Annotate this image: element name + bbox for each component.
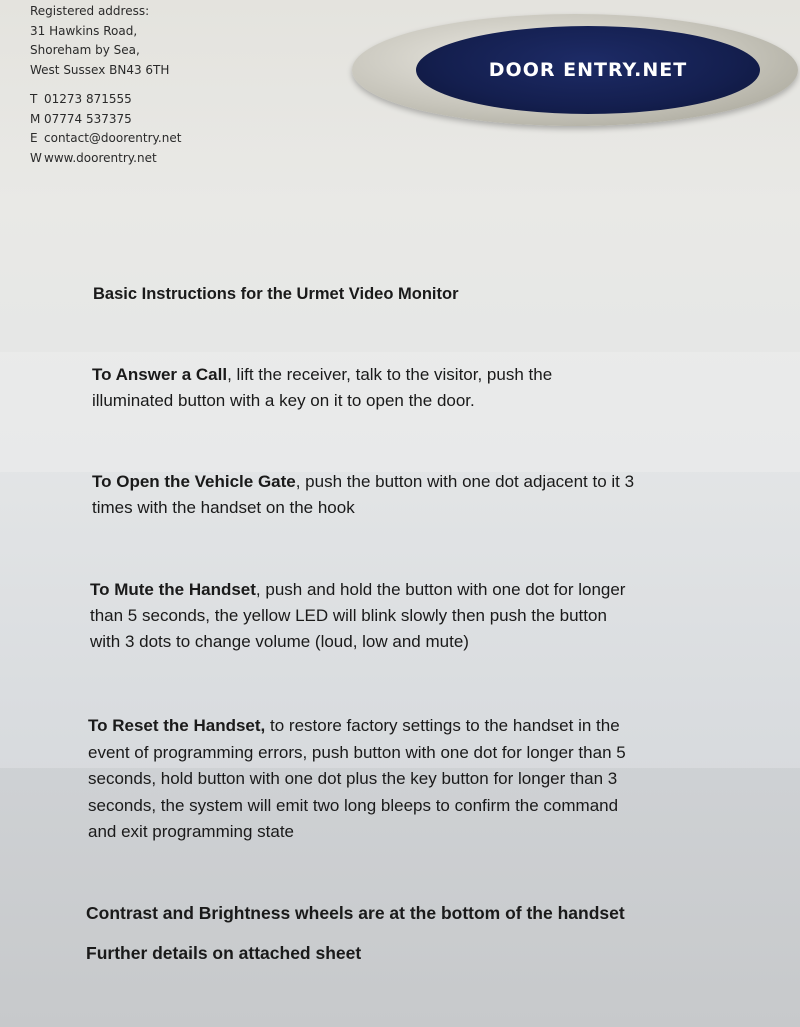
mobile-prefix: M — [30, 111, 41, 126]
instruction-line: seconds, hold button with one dot plus the key button for longer than 3 — [88, 769, 618, 788]
email-prefix: E — [30, 131, 38, 145]
instruction-line: seconds, the system will emit two long bleeps to confirm the command — [88, 795, 619, 815]
instruction-line — [88, 713, 626, 740]
website-line — [30, 149, 181, 169]
instruction-reset-handset — [88, 713, 626, 846]
address-line: West Sussex BN43 6TH — [30, 62, 170, 77]
instruction-text: , push and hold the button with one dot for longer — [255, 580, 626, 599]
phone-line — [30, 90, 181, 110]
instruction-line: event of programming errors, push button with one dot for longer than 5 — [88, 742, 626, 762]
instruction-line — [92, 362, 552, 388]
email-line — [30, 129, 181, 149]
instruction-line: and exit programming state — [88, 822, 294, 841]
instruction-text: , push the button with one dot adjacent to it 3 — [295, 472, 635, 491]
instruction-heading: To Open the Vehicle Gate — [92, 472, 296, 491]
logo-inner-oval — [416, 26, 760, 114]
instruction-heading: To Mute the Handset — [90, 580, 256, 599]
contact-details — [30, 90, 181, 168]
instruction-line: than 5 seconds, the yellow LED will blink slowly then push the button — [90, 606, 607, 625]
email-address: contact@doorentry.net — [44, 131, 182, 145]
instruction-text: to restore factory settings to the handset in the — [265, 716, 620, 735]
address-line: Registered address: — [30, 4, 150, 18]
instruction-line: with 3 dots to change volume (loud, low and mute) — [90, 632, 469, 651]
note-further-details: Further details on attached sheet — [86, 943, 362, 963]
address-line: 31 Hawkins Road, — [30, 23, 138, 38]
website-prefix: W — [30, 150, 42, 165]
mobile-line — [30, 110, 181, 130]
document-title: Basic Instructions for the Urmet Video Monitor — [93, 285, 459, 303]
instruction-line — [90, 577, 625, 603]
address-line: Shoreham by Sea, — [30, 43, 140, 57]
instruction-open-gate — [92, 469, 634, 521]
instruction-line — [92, 469, 634, 495]
instruction-text: , lift the receiver, talk to the visitor, push the — [227, 365, 553, 384]
instruction-answer-call — [92, 362, 552, 414]
phone-prefix: T — [30, 92, 38, 106]
instruction-heading: To Reset the Handset, — [88, 716, 266, 735]
mobile-number: 07774 537375 — [44, 111, 132, 126]
instruction-mute-handset — [90, 577, 625, 655]
instruction-line: illuminated button with a key on it to open the door. — [92, 391, 475, 410]
logo-text: DOOR ENTRY.NET — [488, 59, 688, 81]
phone-number: 01273 871555 — [44, 92, 132, 106]
instruction-line: times with the handset on the hook — [92, 498, 355, 517]
website-url: www.doorentry.net — [44, 150, 157, 165]
registered-address — [30, 2, 169, 80]
company-logo — [352, 14, 798, 126]
instruction-heading: To Answer a Call — [92, 365, 228, 384]
note-contrast-brightness: Contrast and Brightness wheels are at the bottom of the handset — [86, 903, 625, 923]
